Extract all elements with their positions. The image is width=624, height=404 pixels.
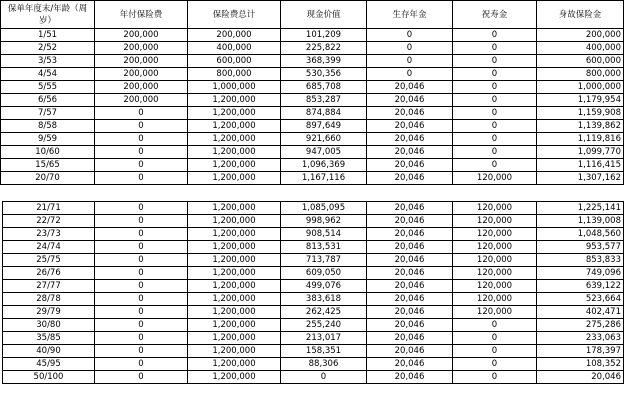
total-premium-cell: 1,200,000 <box>188 306 281 319</box>
birthday-gift-cell: 120,000 <box>453 215 537 228</box>
annual-premium-cell: 0 <box>95 254 188 267</box>
table-row <box>1 159 624 172</box>
year-age-cell: 30/80 <box>3 319 95 332</box>
total-premium-cell: 1,200,000 <box>188 172 281 185</box>
total-premium-cell: 1,200,000 <box>188 202 281 215</box>
annual-premium-cell: 200,000 <box>95 94 188 107</box>
death-benefit-cell: 1,307,162 <box>537 172 624 185</box>
total-premium-cell: 1,200,000 <box>188 228 281 241</box>
total-premium-cell: 1,200,000 <box>188 254 281 267</box>
year-age-cell: 28/78 <box>3 293 95 306</box>
cash-value-cell: 813,531 <box>281 241 367 254</box>
benefit-table-top <box>0 0 624 185</box>
annual-premium-cell: 0 <box>95 172 188 185</box>
table-row <box>3 332 624 345</box>
survival-annuity-cell: 20,046 <box>367 146 453 159</box>
survival-annuity-cell: 20,046 <box>367 267 453 280</box>
annual-premium-cell: 0 <box>95 120 188 133</box>
year-age-cell: 7/57 <box>1 107 95 120</box>
birthday-gift-cell: 0 <box>453 371 537 384</box>
table-row <box>3 319 624 332</box>
total-premium-cell: 1,200,000 <box>188 358 281 371</box>
header-death-benefit: 身故保险金 <box>537 1 624 29</box>
year-age-cell: 2/52 <box>1 42 95 55</box>
annual-premium-cell: 0 <box>95 146 188 159</box>
header-survival-annuity: 生存年金 <box>367 1 453 29</box>
year-age-cell: 4/54 <box>1 68 95 81</box>
birthday-gift-cell: 0 <box>453 68 537 81</box>
total-premium-cell: 1,200,000 <box>188 371 281 384</box>
death-benefit-cell: 1,179,954 <box>537 94 624 107</box>
annual-premium-cell: 0 <box>95 267 188 280</box>
survival-annuity-cell: 20,046 <box>367 280 453 293</box>
cash-value-cell: 1,167,116 <box>281 172 367 185</box>
year-age-cell: 6/56 <box>1 94 95 107</box>
birthday-gift-cell: 0 <box>453 319 537 332</box>
birthday-gift-cell: 120,000 <box>453 267 537 280</box>
death-benefit-cell: 200,000 <box>537 29 624 42</box>
cash-value-cell: 1,085,095 <box>281 202 367 215</box>
survival-annuity-cell: 20,046 <box>367 202 453 215</box>
survival-annuity-cell: 0 <box>367 68 453 81</box>
death-benefit-cell: 402,471 <box>537 306 624 319</box>
annual-premium-cell: 0 <box>95 228 188 241</box>
total-premium-cell: 600,000 <box>188 55 281 68</box>
year-age-cell: 29/79 <box>3 306 95 319</box>
cash-value-cell: 713,787 <box>281 254 367 267</box>
year-age-cell: 25/75 <box>3 254 95 267</box>
death-benefit-cell: 1,119,816 <box>537 133 624 146</box>
year-age-cell: 35/85 <box>3 332 95 345</box>
death-benefit-cell: 1,116,415 <box>537 159 624 172</box>
table-row <box>3 306 624 319</box>
annual-premium-cell: 0 <box>95 332 188 345</box>
death-benefit-cell: 523,664 <box>537 293 624 306</box>
death-benefit-cell: 275,286 <box>537 319 624 332</box>
birthday-gift-cell: 120,000 <box>453 280 537 293</box>
year-age-cell: 22/72 <box>3 215 95 228</box>
birthday-gift-cell: 0 <box>453 29 537 42</box>
survival-annuity-cell: 20,046 <box>367 293 453 306</box>
year-age-cell: 5/55 <box>1 81 95 94</box>
cash-value-cell: 213,017 <box>281 332 367 345</box>
death-benefit-cell: 1,139,862 <box>537 120 624 133</box>
cash-value-cell: 874,884 <box>281 107 367 120</box>
header-birthday-gift: 祝寿金 <box>453 1 537 29</box>
table-row <box>1 29 624 42</box>
total-premium-cell: 1,200,000 <box>188 345 281 358</box>
table-row <box>1 146 624 159</box>
annual-premium-cell: 200,000 <box>95 55 188 68</box>
death-benefit-cell: 400,000 <box>537 42 624 55</box>
annual-premium-cell: 0 <box>95 319 188 332</box>
annual-premium-cell: 0 <box>95 280 188 293</box>
total-premium-cell: 1,200,000 <box>188 133 281 146</box>
year-age-cell: 10/60 <box>1 146 95 159</box>
cash-value-cell: 255,240 <box>281 319 367 332</box>
survival-annuity-cell: 20,046 <box>367 172 453 185</box>
death-benefit-cell: 1,225,141 <box>537 202 624 215</box>
annual-premium-cell: 0 <box>95 202 188 215</box>
birthday-gift-cell: 120,000 <box>453 241 537 254</box>
annual-premium-cell: 200,000 <box>95 68 188 81</box>
cash-value-cell: 368,399 <box>281 55 367 68</box>
survival-annuity-cell: 20,046 <box>367 306 453 319</box>
death-benefit-cell: 20,046 <box>537 371 624 384</box>
year-age-cell: 26/76 <box>3 267 95 280</box>
annual-premium-cell: 200,000 <box>95 29 188 42</box>
table-row <box>3 228 624 241</box>
total-premium-cell: 1,200,000 <box>188 146 281 159</box>
survival-annuity-cell: 20,046 <box>367 81 453 94</box>
survival-annuity-cell: 20,046 <box>367 319 453 332</box>
total-premium-cell: 800,000 <box>188 68 281 81</box>
survival-annuity-cell: 20,046 <box>367 332 453 345</box>
birthday-gift-cell: 0 <box>453 55 537 68</box>
total-premium-cell: 1,200,000 <box>188 280 281 293</box>
birthday-gift-cell: 0 <box>453 146 537 159</box>
annual-premium-cell: 0 <box>95 159 188 172</box>
table-row <box>1 68 624 81</box>
total-premium-cell: 1,200,000 <box>188 94 281 107</box>
survival-annuity-cell: 20,046 <box>367 133 453 146</box>
total-premium-cell: 1,200,000 <box>188 215 281 228</box>
year-age-cell: 45/95 <box>3 358 95 371</box>
death-benefit-cell: 1,000,000 <box>537 81 624 94</box>
benefit-table-bottom <box>2 201 624 384</box>
survival-annuity-cell: 20,046 <box>367 241 453 254</box>
header-row <box>1 1 624 29</box>
total-premium-cell: 1,200,000 <box>188 319 281 332</box>
birthday-gift-cell: 120,000 <box>453 172 537 185</box>
birthday-gift-cell: 0 <box>453 358 537 371</box>
table-row <box>1 81 624 94</box>
year-age-cell: 50/100 <box>3 371 95 384</box>
survival-annuity-cell: 20,046 <box>367 159 453 172</box>
survival-annuity-cell: 20,046 <box>367 107 453 120</box>
cash-value-cell: 685,708 <box>281 81 367 94</box>
birthday-gift-cell: 0 <box>453 42 537 55</box>
death-benefit-cell: 1,099,770 <box>537 146 624 159</box>
cash-value-cell: 1,096,369 <box>281 159 367 172</box>
table-row <box>1 94 624 107</box>
table-row <box>3 371 624 384</box>
total-premium-cell: 1,200,000 <box>188 332 281 345</box>
year-age-cell: 40/90 <box>3 345 95 358</box>
year-age-cell: 27/77 <box>3 280 95 293</box>
cash-value-cell: 383,618 <box>281 293 367 306</box>
cash-value-cell: 921,660 <box>281 133 367 146</box>
table-row <box>3 202 624 215</box>
table-row <box>3 267 624 280</box>
total-premium-cell: 1,200,000 <box>188 293 281 306</box>
birthday-gift-cell: 120,000 <box>453 254 537 267</box>
survival-annuity-cell: 20,046 <box>367 358 453 371</box>
birthday-gift-cell: 0 <box>453 332 537 345</box>
cash-value-cell: 530,356 <box>281 68 367 81</box>
total-premium-cell: 1,000,000 <box>188 81 281 94</box>
cash-value-cell: 0 <box>281 371 367 384</box>
header-annual-premium: 年付保险费 <box>95 1 188 29</box>
table-row <box>3 241 624 254</box>
survival-annuity-cell: 20,046 <box>367 371 453 384</box>
table-row <box>3 345 624 358</box>
annual-premium-cell: 0 <box>95 241 188 254</box>
death-benefit-cell: 1,159,908 <box>537 107 624 120</box>
header-year-age: 保单年度末/年龄（周岁） <box>1 1 95 29</box>
table-row <box>3 215 624 228</box>
annual-premium-cell: 200,000 <box>95 81 188 94</box>
year-age-cell: 15/65 <box>1 159 95 172</box>
header-cash-value: 现金价值 <box>281 1 367 29</box>
annual-premium-cell: 0 <box>95 358 188 371</box>
survival-annuity-cell: 20,046 <box>367 345 453 358</box>
table-row <box>3 358 624 371</box>
survival-annuity-cell: 0 <box>367 42 453 55</box>
death-benefit-cell: 749,096 <box>537 267 624 280</box>
total-premium-cell: 400,000 <box>188 42 281 55</box>
year-age-cell: 3/53 <box>1 55 95 68</box>
death-benefit-cell: 178,397 <box>537 345 624 358</box>
birthday-gift-cell: 120,000 <box>453 202 537 215</box>
year-age-cell: 24/74 <box>3 241 95 254</box>
death-benefit-cell: 1,048,560 <box>537 228 624 241</box>
birthday-gift-cell: 0 <box>453 159 537 172</box>
death-benefit-cell: 853,833 <box>537 254 624 267</box>
survival-annuity-cell: 20,046 <box>367 120 453 133</box>
total-premium-cell: 1,200,000 <box>188 107 281 120</box>
year-age-cell: 20/70 <box>1 172 95 185</box>
total-premium-cell: 1,200,000 <box>188 241 281 254</box>
cash-value-cell: 908,514 <box>281 228 367 241</box>
table-row <box>1 172 624 185</box>
year-age-cell: 23/73 <box>3 228 95 241</box>
death-benefit-cell: 233,063 <box>537 332 624 345</box>
death-benefit-cell: 600,000 <box>537 55 624 68</box>
table-row <box>3 254 624 267</box>
death-benefit-cell: 639,122 <box>537 280 624 293</box>
year-age-cell: 21/71 <box>3 202 95 215</box>
cash-value-cell: 88,306 <box>281 358 367 371</box>
table-row <box>1 133 624 146</box>
annual-premium-cell: 200,000 <box>95 42 188 55</box>
birthday-gift-cell: 0 <box>453 94 537 107</box>
table-row <box>1 55 624 68</box>
annual-premium-cell: 0 <box>95 133 188 146</box>
birthday-gift-cell: 0 <box>453 107 537 120</box>
survival-annuity-cell: 20,046 <box>367 94 453 107</box>
cash-value-cell: 947,005 <box>281 146 367 159</box>
year-age-cell: 9/59 <box>1 133 95 146</box>
cash-value-cell: 853,287 <box>281 94 367 107</box>
year-age-cell: 1/51 <box>1 29 95 42</box>
annual-premium-cell: 0 <box>95 306 188 319</box>
table-row <box>3 293 624 306</box>
cash-value-cell: 262,425 <box>281 306 367 319</box>
survival-annuity-cell: 0 <box>367 55 453 68</box>
birthday-gift-cell: 120,000 <box>453 306 537 319</box>
annual-premium-cell: 0 <box>95 107 188 120</box>
survival-annuity-cell: 20,046 <box>367 215 453 228</box>
birthday-gift-cell: 120,000 <box>453 228 537 241</box>
table-row <box>1 107 624 120</box>
annual-premium-cell: 0 <box>95 293 188 306</box>
cash-value-cell: 158,351 <box>281 345 367 358</box>
birthday-gift-cell: 120,000 <box>453 293 537 306</box>
death-benefit-cell: 800,000 <box>537 68 624 81</box>
table-row <box>3 280 624 293</box>
survival-annuity-cell: 20,046 <box>367 228 453 241</box>
total-premium-cell: 1,200,000 <box>188 267 281 280</box>
birthday-gift-cell: 0 <box>453 120 537 133</box>
total-premium-cell: 1,200,000 <box>188 159 281 172</box>
annual-premium-cell: 0 <box>95 215 188 228</box>
birthday-gift-cell: 0 <box>453 345 537 358</box>
birthday-gift-cell: 0 <box>453 81 537 94</box>
total-premium-cell: 200,000 <box>188 29 281 42</box>
table-row <box>1 42 624 55</box>
table-row <box>1 120 624 133</box>
survival-annuity-cell: 20,046 <box>367 254 453 267</box>
annual-premium-cell: 0 <box>95 371 188 384</box>
cash-value-cell: 998,962 <box>281 215 367 228</box>
annual-premium-cell: 0 <box>95 345 188 358</box>
year-age-cell: 8/58 <box>1 120 95 133</box>
header-total-premium: 保险费总计 <box>188 1 281 29</box>
death-benefit-cell: 1,139,008 <box>537 215 624 228</box>
cash-value-cell: 609,050 <box>281 267 367 280</box>
death-benefit-cell: 953,577 <box>537 241 624 254</box>
cash-value-cell: 897,649 <box>281 120 367 133</box>
cash-value-cell: 225,822 <box>281 42 367 55</box>
cash-value-cell: 101,209 <box>281 29 367 42</box>
death-benefit-cell: 108,352 <box>537 358 624 371</box>
birthday-gift-cell: 0 <box>453 133 537 146</box>
total-premium-cell: 1,200,000 <box>188 120 281 133</box>
survival-annuity-cell: 0 <box>367 29 453 42</box>
cash-value-cell: 499,076 <box>281 280 367 293</box>
